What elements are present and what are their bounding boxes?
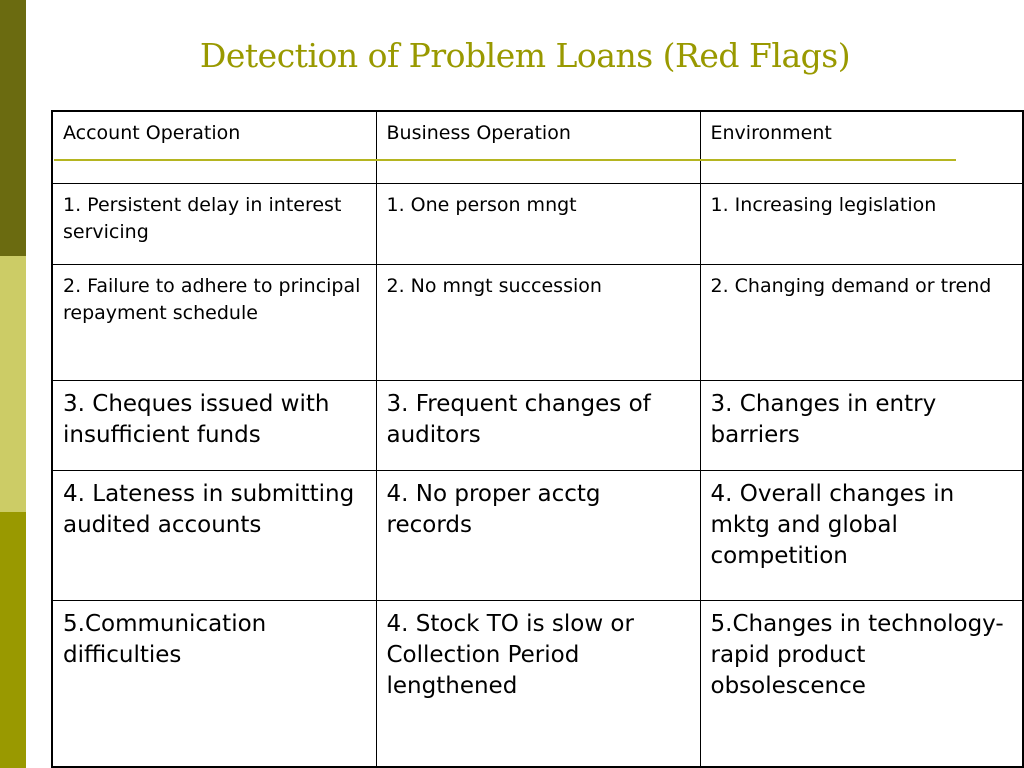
header-spacer-row <box>52 161 1023 183</box>
table-cell: 4. Overall changes in mktg and global competition <box>700 470 1023 600</box>
table-row <box>52 470 1023 600</box>
table-cell: 1. Persistent delay in interest servicing <box>52 183 376 264</box>
table-cell: 1. Increasing legislation <box>700 183 1023 264</box>
table-row <box>52 183 1023 264</box>
table-cell: 3. Frequent changes of auditors <box>376 380 700 470</box>
spacer-cell <box>700 161 1023 183</box>
table-cell: 5.Communication difficulties <box>52 600 376 767</box>
spacer-cell <box>52 161 376 183</box>
header-underline <box>54 159 956 161</box>
header-environment: Environment <box>700 111 1023 161</box>
side-band-bottom <box>0 512 26 768</box>
red-flags-table <box>51 110 1024 768</box>
header-account-operation: Account Operation <box>52 111 376 161</box>
header-business-operation: Business Operation <box>376 111 700 161</box>
side-band-middle <box>0 256 26 512</box>
table-cell: 3. Changes in entry barriers <box>700 380 1023 470</box>
table-cell: 4. Stock TO is slow or Collection Period lengthened <box>376 600 700 767</box>
table-row <box>52 600 1023 767</box>
table-cell: 2. Failure to adhere to principal repayment schedule <box>52 264 376 380</box>
table-cell: 4. Lateness in submitting audited accounts <box>52 470 376 600</box>
spacer-cell <box>376 161 700 183</box>
table-header-row <box>52 111 1023 161</box>
table-cell: 1. One person mngt <box>376 183 700 264</box>
table-cell: 3. Cheques issued with insufficient funds <box>52 380 376 470</box>
table-cell: 4. No proper acctg records <box>376 470 700 600</box>
table-cell: 2. Changing demand or trend <box>700 264 1023 380</box>
table-row <box>52 264 1023 380</box>
slide-title: Detection of Problem Loans (Red Flags) <box>199 36 851 75</box>
table-row <box>52 380 1023 470</box>
side-band-top <box>0 0 26 256</box>
table-cell: 5.Changes in technology-rapid product obsolescence <box>700 600 1023 767</box>
table-cell: 2. No mngt succession <box>376 264 700 380</box>
